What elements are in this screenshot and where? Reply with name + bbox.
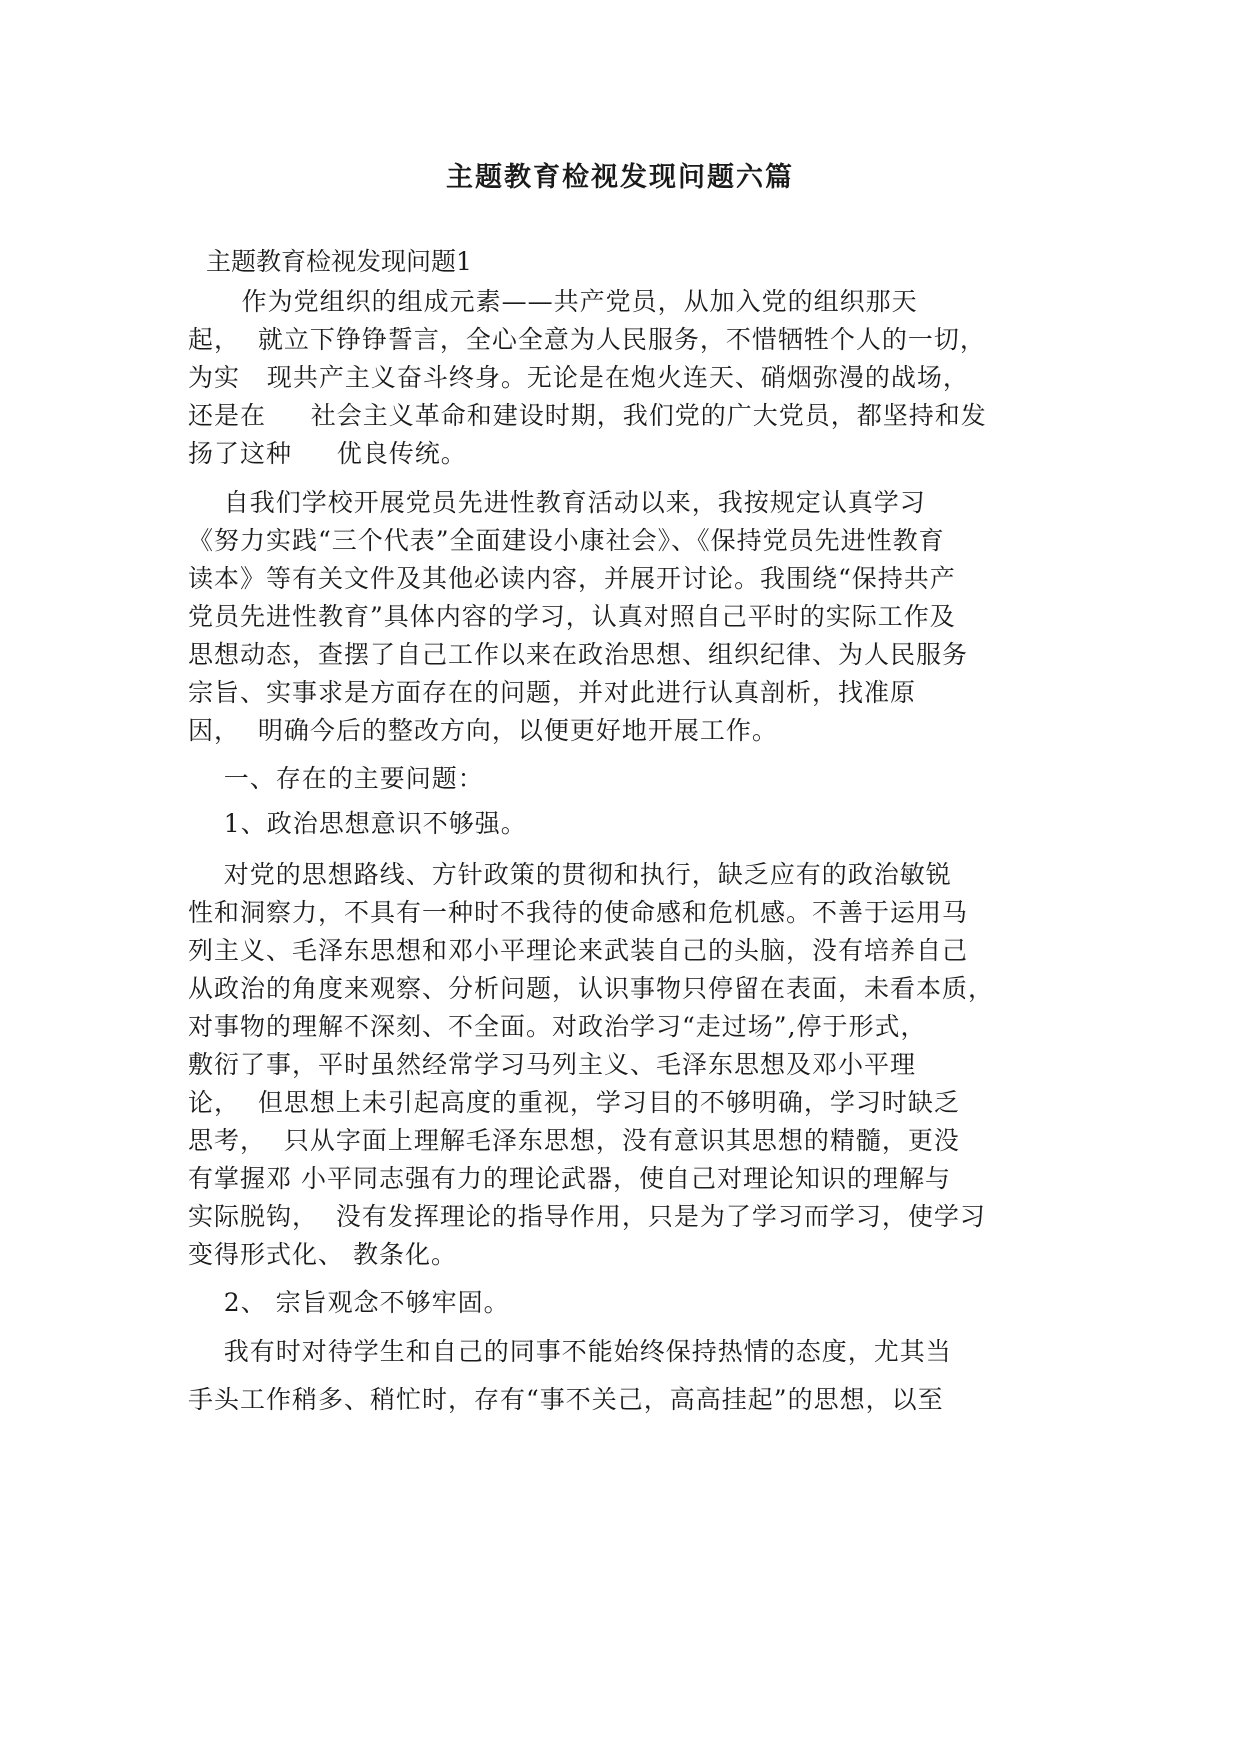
body-line: 手头工作稍多、稍忙时，存有“事不关己，高高挂起”的思想，以至 xyxy=(188,1385,944,1414)
body-line: 列主义、毛泽东思想和邓小平理论来武装自己的头脑，没有培养自己 xyxy=(188,936,969,965)
body-line: 变得形式化、 教条化。 xyxy=(188,1240,457,1269)
body-line: 思想动态，查摆了自己工作以来在政治思想、组织纪律、为人民服务 xyxy=(188,640,969,669)
section-subheading: 主题教育检视发现问题1 xyxy=(206,247,472,276)
body-line: 自我们学校开展党员先进性教育活动以来，我按规定认真学习 xyxy=(188,488,926,517)
body-line: 论， 但思想上未引起高度的重视，学习目的不够明确，学习时缺乏 xyxy=(188,1088,960,1117)
body-line: 我有时对待学生和自己的同事不能始终保持热情的态度，尤其当 xyxy=(188,1337,952,1366)
body-line: 《努力实践“三个代表”全面建设小康社会》、《保持党员先进性教育 xyxy=(188,526,945,555)
body-line: 还是在 社会主义革命和建设时期，我们党的广大党员，都坚持和发 xyxy=(188,401,987,430)
body-line: 党员先进性教育”具体内容的学习，认真对照自己平时的实际工作及 xyxy=(188,602,956,631)
body-line: 因， 明确今后的整改方向，以便更好地开展工作。 xyxy=(188,716,778,745)
body-line: 对事物的理解不深刻、不全面。对政治学习“走过场”,停于形式， xyxy=(188,1012,927,1041)
document-title: 主题教育检视发现问题六篇 xyxy=(446,162,794,193)
body-line: 对党的思想路线、方针政策的贯彻和执行，缺乏应有的政治敏锐 xyxy=(188,860,952,889)
body-line: 思考， 只从字面上理解毛泽东思想，没有意识其思想的精髓，更没 xyxy=(188,1126,960,1155)
body-line: 2、 宗旨观念不够牢固。 xyxy=(188,1288,510,1317)
body-line: 为实 现共产主义奋斗终身。无论是在炮火连天、硝烟弥漫的战场， xyxy=(188,363,969,392)
body-line: 作为党组织的组成元素——共产党员，从加入党的组织那天 xyxy=(188,287,918,316)
body-line: 读本》等有关文件及其他必读内容，并展开讨论。我围绕“保持共产 xyxy=(188,564,956,593)
body-line: 宗旨、实事求是方面存在的问题，并对此进行认真剖析，找准原 xyxy=(188,678,917,707)
body-line: 起， 就立下铮铮誓言，全心全意为人民服务，不惜牺牲个人的一切， xyxy=(188,325,986,354)
body-line: 从政治的角度来观察、分析问题，认识事物只停留在表面，未看本质， xyxy=(188,974,995,1003)
body-line: 性和洞察力，不具有一种时不我待的使命感和危机感。不善于运用马 xyxy=(188,898,969,927)
body-line: 实际脱钩， 没有发挥理论的指导作用，只是为了学习而学习，使学习 xyxy=(188,1202,986,1231)
body-line: 扬了这种 优良传统。 xyxy=(188,439,467,468)
body-line: 1、政治思想意识不够强。 xyxy=(188,809,527,838)
body-line: 一、存在的主要问题： xyxy=(188,764,484,793)
body-line: 有掌握邓 小平同志强有力的理论武器，使自己对理论知识的理解与 xyxy=(188,1164,951,1193)
body-line: 敷衍了事，平时虽然经常学习马列主义、毛泽东思想及邓小平理 xyxy=(188,1050,917,1079)
